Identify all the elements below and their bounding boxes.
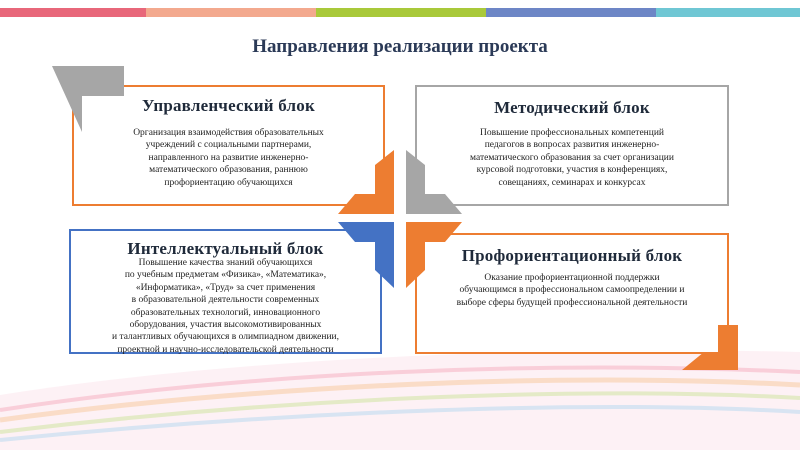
orange-corner-arrow-bottom-icon xyxy=(406,222,462,288)
career-block-text: Оказание профориентационной поддержки обучающимся в профессиональном самоопределении и выборе сферы будущей профессиональной деятельности xyxy=(456,273,688,308)
blue-corner-arrow-icon xyxy=(338,222,394,288)
orange-corner-arrow-icon xyxy=(338,150,394,214)
intellectual-block-text: Повышение качества знаний обучающихся по учебным предметам «Физика», «Математика», «Информатика», «Труд» за счет применения в образовательной деятельности современных образовательных технологий, инновационного оборудования, участия высокомотивированных и талантливых обучающихся в олимпиадном движении, проектной и научно-исследовательской деятельности xyxy=(112,258,339,355)
gray-chevron-icon xyxy=(52,66,124,132)
career-block-title: Профориентационный блок xyxy=(461,246,683,265)
methodical-block-text: Повышение профессиональных компетенций педагогов в вопросах развития инженерно- математического образования за счет организации курсовой подготовки, участия в конференциях, совещаниях, семинарах и конкурсах xyxy=(470,128,674,188)
methodical-block-title: Методический блок xyxy=(494,98,650,117)
intellectual-block-title: Интеллектуальный блок xyxy=(127,239,324,258)
management-block-title: Управленческий блок xyxy=(142,96,315,115)
page-title: Направления реализации проекта xyxy=(252,36,548,57)
orange-chevron-icon xyxy=(682,325,738,370)
management-block-text: Организация взаимодействия образовательных учреждений с социальными партнерами, направленного на развитие инженерно- математического образования, раннюю профориентацию обучающихся xyxy=(133,128,324,188)
gray-corner-arrow-icon xyxy=(406,150,462,214)
